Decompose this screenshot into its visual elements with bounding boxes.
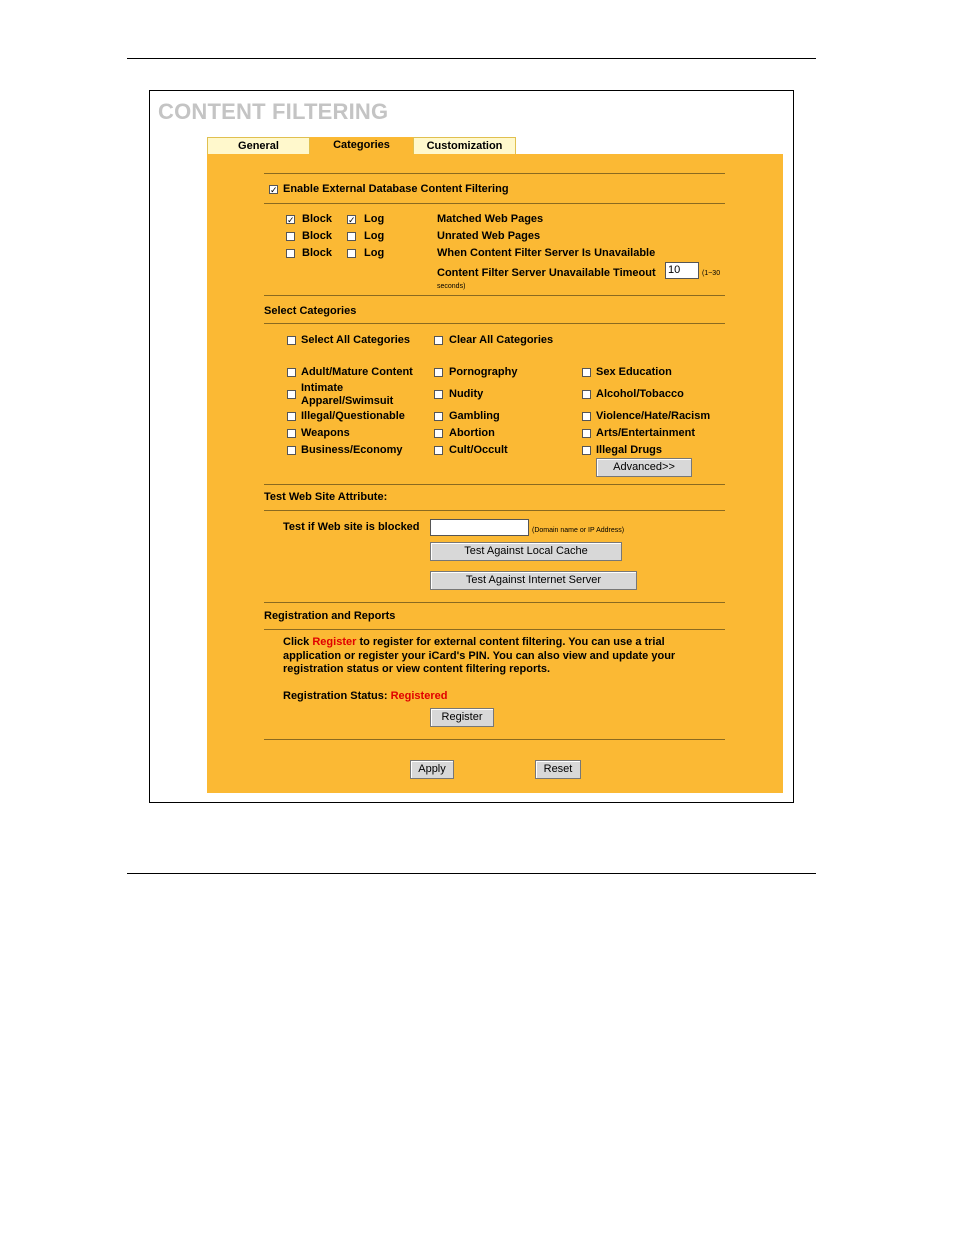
- category-label: Violence/Hate/Racism: [596, 410, 711, 422]
- log-label: Log: [364, 213, 385, 225]
- category-checkbox[interactable]: [287, 429, 296, 438]
- divider: [264, 173, 725, 174]
- divider: [264, 510, 725, 511]
- category-label: Adult/Mature Content: [301, 366, 413, 378]
- category-checkbox[interactable]: [582, 446, 591, 455]
- log-matched-checkbox[interactable]: ✓: [348, 215, 356, 225]
- category-checkbox[interactable]: [582, 429, 591, 438]
- category-checkbox[interactable]: [434, 446, 443, 455]
- divider: [264, 295, 725, 296]
- category-label: Nudity: [449, 388, 484, 400]
- category-checkbox[interactable]: [434, 368, 443, 377]
- category-label: Arts/Entertainment: [596, 427, 696, 439]
- divider: [264, 739, 725, 740]
- category-label: Alcohol/Tobacco: [596, 388, 684, 400]
- registration-text-line1: to register for external content filtering. You can use a trial: [356, 636, 665, 648]
- category-checkbox[interactable]: [287, 390, 296, 399]
- divider: [264, 484, 725, 485]
- category-label: Apparel/Swimsuit: [301, 395, 394, 407]
- log-label: Log: [364, 247, 385, 259]
- register-button[interactable]: Register: [430, 708, 494, 727]
- category-checkbox[interactable]: [287, 446, 296, 455]
- registration-status: [283, 690, 447, 703]
- category-label: Illegal/Questionable: [301, 410, 405, 422]
- tab-categories[interactable]: Categories: [310, 137, 413, 154]
- enable-external-label: Enable External Database Content Filtering: [283, 183, 509, 195]
- test-local-cache-button[interactable]: Test Against Local Cache: [430, 542, 622, 561]
- timeout-hint: (1~30: [702, 270, 721, 277]
- divider: [264, 203, 725, 204]
- block-unavailable-checkbox[interactable]: [286, 249, 295, 258]
- category-checkbox[interactable]: [582, 412, 591, 421]
- timeout-input[interactable]: 10: [665, 262, 699, 279]
- timeout-hint-seconds: seconds): [437, 283, 466, 290]
- registration-text-line3: registration status or view content filtering reports.: [283, 663, 551, 675]
- registration-status-label: Registration Status:: [283, 690, 391, 702]
- test-site-hint: (Domain name or IP Address): [532, 527, 625, 534]
- block-label: Block: [302, 213, 332, 225]
- unrated-pages-label: Unrated Web Pages: [437, 230, 541, 242]
- category-label: Weapons: [301, 427, 350, 439]
- select-all-label: Select All Categories: [301, 334, 411, 346]
- category-checkbox[interactable]: [434, 390, 443, 399]
- category-label: Cult/Occult: [449, 444, 508, 456]
- reset-button[interactable]: Reset: [535, 760, 581, 779]
- log-label: Log: [364, 230, 385, 242]
- category-label: Pornography: [449, 366, 518, 378]
- category-label: Sex Education: [596, 366, 672, 378]
- timeout-label: Content Filter Server Unavailable Timeout: [437, 267, 656, 279]
- top-rule: [127, 58, 816, 59]
- category-checkbox[interactable]: [582, 368, 591, 377]
- log-unavailable-checkbox[interactable]: [347, 249, 356, 258]
- block-label: Block: [302, 247, 332, 259]
- test-site-label: Test if Web site is blocked: [283, 521, 420, 533]
- registration-text: [283, 636, 713, 677]
- category-checkbox[interactable]: [287, 368, 296, 377]
- test-site-heading: Test Web Site Attribute:: [264, 491, 388, 503]
- block-label: Block: [302, 230, 332, 242]
- apply-button[interactable]: Apply: [410, 760, 454, 779]
- divider: [264, 629, 725, 630]
- categories-panel: [207, 154, 783, 793]
- tab-customization[interactable]: Customization: [413, 137, 516, 154]
- select-categories-heading: Select Categories: [264, 305, 357, 317]
- category-checkbox[interactable]: [434, 429, 443, 438]
- registration-text-line2: application or register your iCard's PIN. You can also view and update your: [283, 649, 676, 662]
- category-label: Illegal Drugs: [596, 444, 663, 456]
- registration-heading: Registration and Reports: [264, 610, 396, 622]
- select-all-checkbox[interactable]: [287, 336, 296, 345]
- log-unrated-checkbox[interactable]: [347, 232, 356, 241]
- matched-pages-label: Matched Web Pages: [437, 213, 544, 225]
- test-internet-server-button[interactable]: Test Against Internet Server: [430, 571, 637, 590]
- category-checkbox[interactable]: [287, 412, 296, 421]
- screenshot-frame: [149, 90, 794, 803]
- registration-text-prefix: Click: [283, 636, 313, 648]
- tab-general[interactable]: General: [207, 137, 310, 154]
- server-unavailable-label: When Content Filter Server Is Unavailable: [437, 247, 656, 259]
- category-label: Business/Economy: [301, 444, 403, 456]
- divider: [264, 323, 725, 324]
- bottom-rule: [127, 873, 816, 874]
- registration-status-value: Registered: [390, 690, 448, 702]
- category-checkbox[interactable]: [434, 412, 443, 421]
- category-label: Intimate: [301, 382, 344, 394]
- category-checkbox[interactable]: [582, 390, 591, 399]
- enable-external-checkbox[interactable]: ✓: [270, 185, 278, 195]
- block-unrated-checkbox[interactable]: [286, 232, 295, 241]
- block-matched-checkbox[interactable]: ✓: [287, 215, 295, 225]
- clear-all-checkbox[interactable]: [434, 336, 443, 345]
- category-label: Abortion: [449, 427, 495, 439]
- advanced-button[interactable]: Advanced>>: [596, 458, 692, 477]
- divider: [264, 602, 725, 603]
- category-label: Gambling: [449, 410, 500, 422]
- page-title: CONTENT FILTERING: [158, 99, 389, 124]
- test-site-input[interactable]: [430, 519, 529, 536]
- register-link[interactable]: Register: [312, 636, 357, 648]
- clear-all-label: Clear All Categories: [449, 334, 554, 346]
